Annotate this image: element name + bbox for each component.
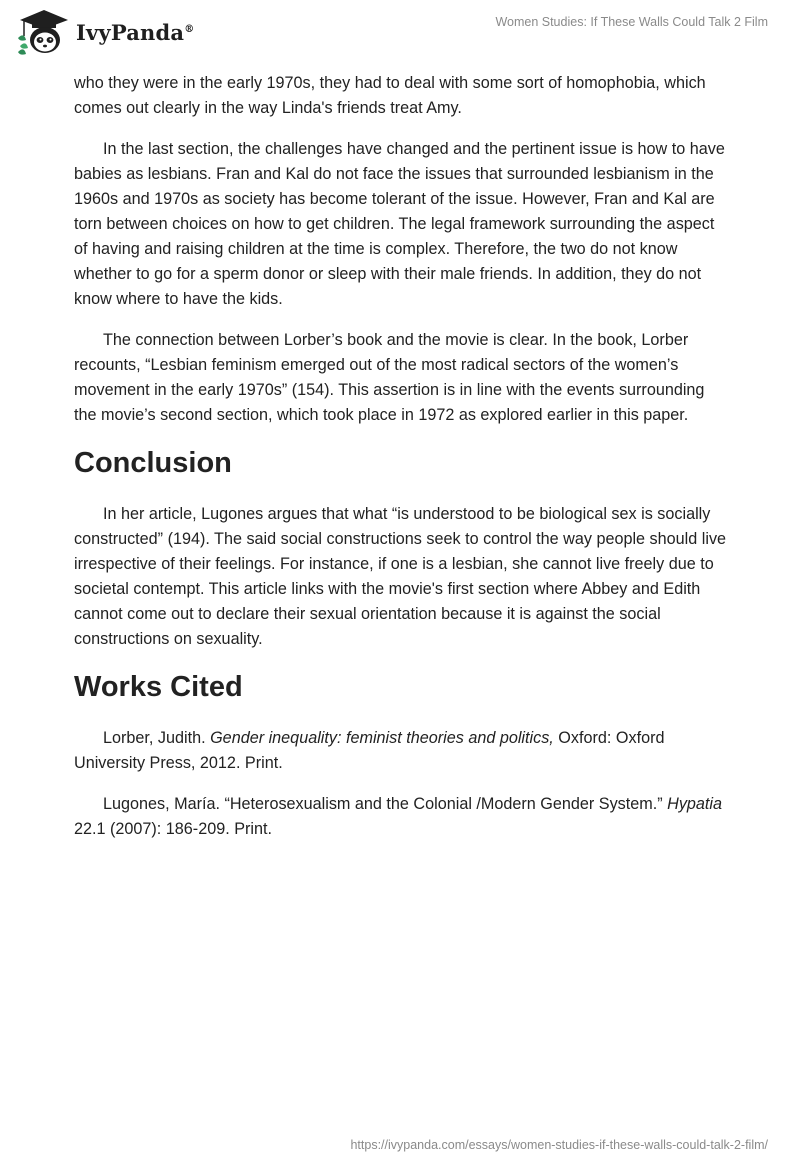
brand-name: IvyPanda® <box>76 19 195 45</box>
citation-entry: Lugones, María. “Heterosexualism and the Colonial /Modern Gender System.” Hypatia 22.1 (2007): 186-209. Print. <box>74 795 723 838</box>
panda-graduate-icon <box>14 8 72 56</box>
essay-content <box>74 71 728 858</box>
paragraph: The connection between Lorber’s book and the movie is clear. In the book, Lorber recounts, “Lesbian feminism emerged out of the most radical sectors of the women’s movement in the early 1970s” (154). This assertion is in line with the events surrounding the movie’s second section, which took place in 1972 as explored earlier in this paper. <box>74 331 705 424</box>
document-title: Women Studies: If These Walls Could Talk 2 Film <box>495 15 768 29</box>
paragraph: In the last section, the challenges have changed and the pertinent issue is how to have babies as lesbians. Fran and Kal do not face the issues that surrounded lesbianism in the 1960s and 1970s as society has become tolerant of the issue. However, Fran and Kal are torn between choices on how to get children. The legal framework surrounding the aspect of having and raising children at the time is complex. Therefore, the two do not know whether to go for a sperm donor or sleep with their male friends. In addition, they do not know where to have the kids. <box>74 140 725 308</box>
source-url[interactable]: https://ivypanda.com/essays/women-studies-if-these-walls-could-talk-2-film/ <box>350 1138 768 1152</box>
ivypanda-logo[interactable] <box>14 8 194 56</box>
works-cited-heading: Works Cited <box>74 671 243 703</box>
conclusion-heading: Conclusion <box>74 447 232 479</box>
citation-entry: Lorber, Judith. Gender inequality: feminist theories and politics, Oxford: Oxford University Press, 2012. Print. <box>74 729 665 772</box>
page-header <box>0 0 800 70</box>
paragraph: In her article, Lugones argues that what “is understood to be biological sex is socially constructed” (194). The said social constructions seek to control the way people should live irrespective of their feelings. For instance, if one is a lesbian, she cannot live freely due to societal contempt. This article links with the movie's first section where Abbey and Edith cannot come out to declare their sexual orientation because it is against the social constructions on sexuality. <box>74 505 727 648</box>
paragraph: who they were in the early 1970s, they had to deal with some sort of homophobia, which comes out clearly in the way Linda's friends treat Amy. <box>74 74 706 117</box>
